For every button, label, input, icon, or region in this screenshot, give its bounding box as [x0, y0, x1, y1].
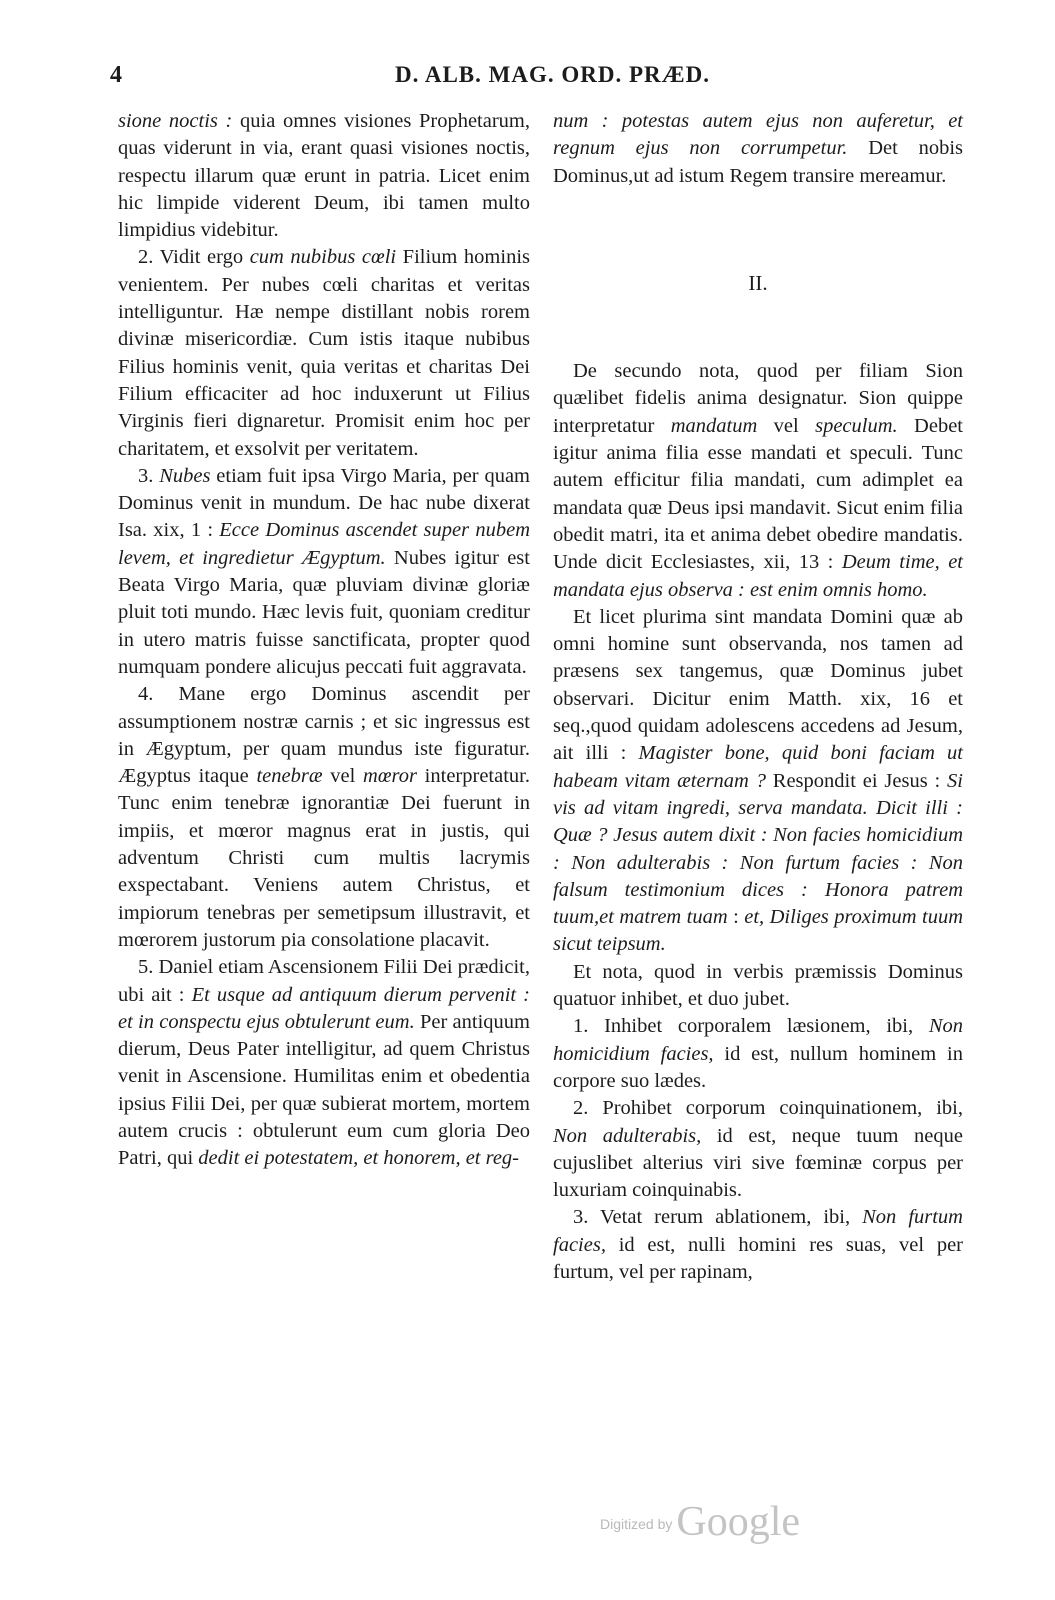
paragraph-left-1: [118, 108, 530, 244]
paragraph-text: vel: [757, 414, 816, 437]
paragraph-text: id est, nullum hominem in corpore suo lædes.: [553, 1042, 963, 1092]
section-spacer: [553, 190, 963, 270]
running-head: D. ALB. MAG. ORD. PRÆD.: [395, 62, 710, 87]
italic-text: dedit ei potestatem, et honorem, et reg-: [198, 1147, 519, 1170]
paragraph-right-5: [553, 1013, 963, 1095]
italic-text: Non furtum facies,: [553, 1206, 963, 1256]
paragraph-left-3: [118, 463, 530, 681]
paragraph-right-1: [553, 108, 963, 190]
paragraph-left-4: [118, 681, 530, 954]
paragraph-right-6: [553, 1095, 963, 1204]
italic-text: Magister bone, quid boni faciam ut habeam vitam æternam ?: [553, 742, 963, 792]
italic-text: cum nubibus cœli: [249, 246, 397, 269]
paragraph-right-3: [553, 604, 963, 959]
italic-text: sione noctis :: [118, 110, 233, 132]
right-column: [553, 108, 963, 1286]
paragraph-text: Debet igitur anima filia esse mandati et speculi. Tunc autem efficitur filia mandati, cum adimplet ea mandata quæ Deus ipsi mandavit. Sicut enim filia obedit matri, ita et anima debet obedire mandatis. Unde dicit Ecclesiastes, xii, 13 :: [553, 414, 963, 574]
italic-text: Si vis ad vitam ingredi, serva mandata. Dicit illi : Quæ ? Jesus autem dixit : Non facies homicidium : Non adulterabis : Non furtum facies : Non falsum testimonium dices : Honora patrem tuum,et matrem tuam: [553, 769, 963, 929]
google-logo: Google: [676, 1499, 801, 1545]
paragraph-text: id est, nulli homini res suas, vel per furtum, vel per rapinam,: [553, 1233, 963, 1283]
paragraph-text: 3.: [138, 464, 160, 487]
italic-text: Non homicidium facies,: [553, 1015, 963, 1065]
paragraph-text: etiam fuit ipsa Virgo Maria, per quam Dominus venit in mundum. De hac nube dixerat Isa. xix, 1 :: [118, 464, 531, 542]
italic-text: et, Diliges proximum tuum sicut teipsum.: [553, 906, 964, 956]
section-heading: II.: [748, 270, 768, 295]
paragraph-text: 3. Vetat rerum ablationem, ibi,: [573, 1206, 863, 1229]
italic-text: Deum time, et mandata ejus observa : est enim omnis homo.: [553, 551, 963, 601]
paragraph-text: 4. Mane ergo Dominus ascendit per assumptionem nostræ carnis ; et sic ingressus est in Ægyptum, per quam mundus iste figuratur. Ægyptus itaque: [118, 683, 530, 788]
page-number: 4: [110, 62, 122, 88]
paragraph-text: 1. Inhibet corporalem læsionem, ibi,: [573, 1015, 929, 1038]
paragraph-text: Det nobis Dominus,ut ad istum Regem transire mereamur.: [553, 137, 963, 187]
italic-text: mandatum: [670, 414, 758, 437]
page-header: [110, 62, 970, 96]
italic-text: num : potestas autem ejus non auferetur, et regnum ejus non corrumpetur.: [553, 110, 963, 160]
paragraph-text: De secundo nota, quod per filiam Sion quælibet fidelis anima designatur. Sion quippe interpretatur: [553, 360, 963, 437]
paragraph-text: :: [727, 906, 745, 929]
paragraph-text: Per antiquum dierum, Deus Pater intelligitur, ad quem Christus venit in Ascensione. Humilitas enim et obedentia ipsius Filii Dei, per quæ subierat mortem, mortem autem crucis : obtulerunt eum cum gloria Deo Patri, qui: [118, 1010, 530, 1170]
paragraph-left-5: [118, 954, 530, 1172]
left-column: [118, 108, 530, 1173]
paragraph-text: Nubes igitur est Beata Virgo Maria, quæ pluviam divinæ gloriæ pluit toti mundo. Hæc levis fuit, quoniam creditur in utero matris fuisse sanctificata, propter quod numquam pondere alicujus peccati fuit aggravata.: [118, 546, 530, 678]
italic-text: tenebræ: [256, 765, 323, 788]
paragraph-text: Et licet plurima sint mandata Domini quæ ab omni homine sunt observanda, nos tamen ad præsens sex tangemus, quæ Dominus jubet observari. Dicitur enim Matth. xix, 16 et seq.,quod quidam adolescens accedens ad Jesum, ait illi :: [553, 605, 963, 765]
paragraph-text: 5. Daniel etiam Ascensionem Filii Dei prædicit, ubi ait :: [118, 956, 530, 1006]
paragraph-right-2: [553, 358, 963, 604]
paragraph-text: 2. Vidit ergo: [138, 246, 250, 269]
paragraph-left-2: [118, 244, 530, 462]
watermark-prefix: Digitized by: [600, 1516, 673, 1532]
paragraph-text: vel: [322, 765, 364, 788]
italic-text: Nubes: [159, 464, 211, 487]
paragraph-text: Filium hominis venientem. Per nubes cœli charitas et veritas intelliguntur. Hæ nempe distillant nobis rorem divinæ misericordiæ. Cum istis itaque nubibus Filius hominis venit, quia veritas et charitas Dei Filium efficaciter ad hoc induxerunt ut Filius Virginis fieri dignaretur. Promisit enim hoc per charitatem, et exsolvit per veritatem.: [118, 246, 530, 460]
italic-text: Non adulterabis,: [553, 1124, 702, 1147]
digitized-watermark: [600, 1498, 800, 1546]
italic-text: mœror: [363, 765, 417, 788]
paragraph-right-4: [553, 959, 963, 1014]
paragraph-right-7: [553, 1204, 963, 1286]
section-spacer: [553, 297, 963, 358]
paragraph-text: interpretatur. Tunc enim tenebræ ignorantiæ Dei fuerunt in impiis, et mœror magnus erat in justis, qui adventum Christi cum multis lacrymis exspectabant. Veniens autem Christus, et impiorum tenebras per semetipsum illustravit, et mœrorem justorum pia consolatione placavit.: [118, 765, 530, 951]
italic-text: speculum.: [815, 414, 898, 437]
paragraph-text: id est, neque tuum neque cujuslibet alterius viri sive fœminæ corpus per luxuriam coinquinabis.: [553, 1124, 963, 1202]
paragraph-text: 2. Prohibet corporum coinquinationem, ibi,: [573, 1097, 963, 1120]
italic-text: Et usque ad antiquum dierum pervenit : et in conspectu ejus obtulerunt eum.: [118, 983, 531, 1033]
paragraph-text: Et nota, quod in verbis præmissis Dominus quatuor inhibet, et duo jubet.: [553, 960, 963, 1011]
paragraph-text: quia omnes visiones Prophetarum, quas viderunt in via, erant quasi visiones noctis, respectu illarum quæ erunt in patria. Licet enim hic limpide viderent Deum, ibi tamen multo limpidius videbitur.: [118, 110, 530, 242]
paragraph-text: Respondit ei Jesus :: [765, 769, 948, 792]
italic-text: Ecce Dominus ascendet super nubem levem, et ingredietur Ægyptum.: [118, 519, 531, 569]
